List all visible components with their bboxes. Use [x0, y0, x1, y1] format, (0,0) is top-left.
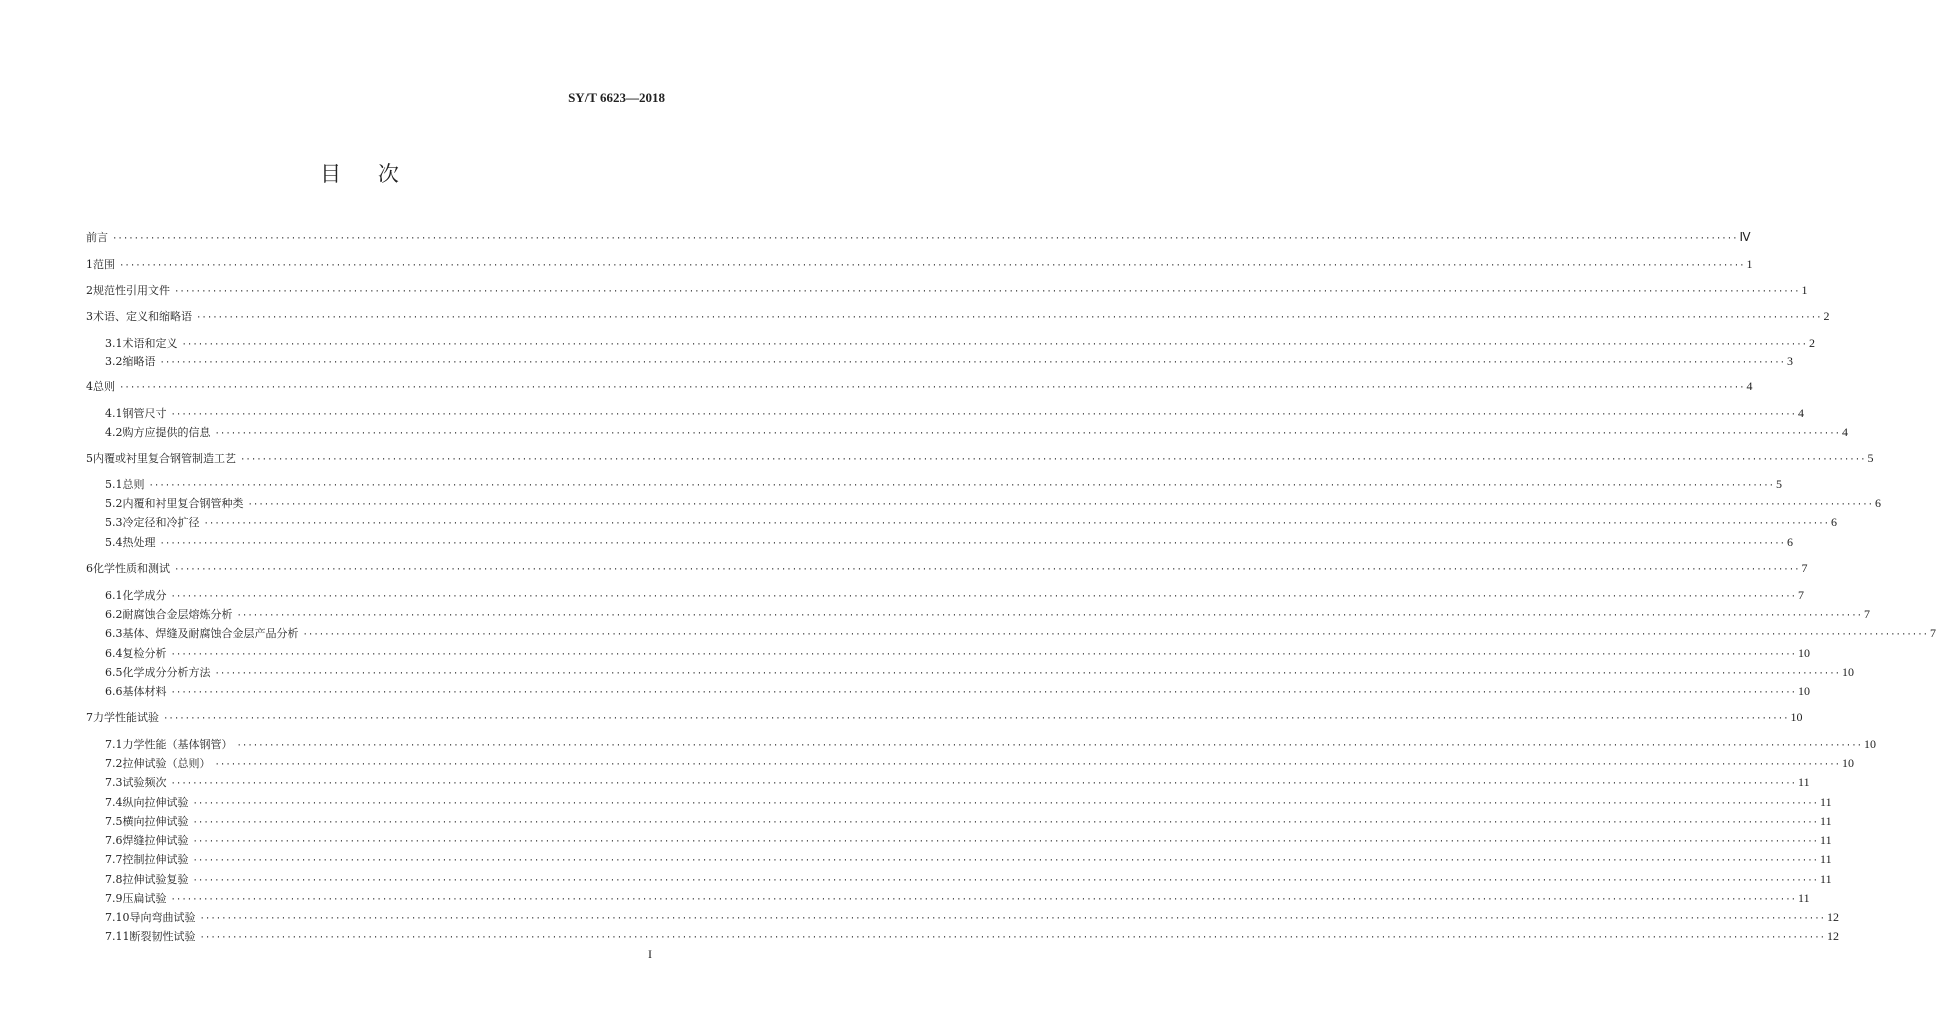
toc-entry[interactable] [86, 228, 1751, 246]
dot-leader: ············································································································································································································································································································ [174, 287, 1800, 297]
toc-entry[interactable] [105, 533, 1794, 551]
toc-entry-label: 导向弯曲试验 [129, 911, 196, 924]
dot-leader: ············································································································································································································································································································ [192, 799, 1819, 809]
toc-entry-label: 规范性引用文件 [93, 284, 170, 297]
toc-entry-number: 6.6 [105, 685, 123, 698]
toc-entry-page: 11 [1820, 852, 1832, 866]
toc-entry[interactable] [86, 708, 1803, 726]
toc-entry-page: Ⅳ [1739, 230, 1751, 244]
dot-leader: ············································································································································································································································································································ [170, 895, 1797, 905]
dot-leader: ············································································································································································································································································································ [214, 760, 1841, 770]
toc-entry-number: 7.4 [105, 796, 123, 809]
toc-entry-label: 术语、定义和缩略语 [93, 310, 192, 323]
toc-entry-page: 12 [1827, 910, 1840, 924]
standard-code: SY/T 6623—2018 [568, 90, 665, 105]
toc-entry-label: 缩略语 [122, 355, 156, 368]
toc-entry[interactable] [105, 624, 1936, 642]
toc-entry-number: 7.5 [105, 815, 123, 828]
dot-leader: ············································································································································································································································································································ [159, 539, 1786, 549]
toc-entry[interactable] [105, 773, 1810, 791]
toc-entry-label: 复检分析 [122, 647, 167, 660]
dot-leader: ············································································································································································································································································································ [203, 519, 1830, 529]
toc-entry-number: 7 [86, 711, 93, 724]
toc-entry-number: 6.4 [105, 647, 123, 660]
toc-entry-page: 11 [1820, 795, 1832, 809]
dot-leader: ············································································································································································································································································································ [199, 914, 1826, 924]
toc-entry-number: 5.1 [105, 478, 123, 491]
toc-entry[interactable] [105, 586, 1805, 604]
toc-entry-label: 基体材料 [122, 685, 167, 698]
dot-leader: ············································································································································································································································································································ [199, 933, 1826, 943]
toc-entry-page: 4 [1746, 379, 1753, 393]
toc-entry-page: 11 [1820, 814, 1832, 828]
toc-entry-page: 10 [1842, 665, 1855, 679]
toc-entry-label: 横向拉伸试验 [122, 815, 189, 828]
toc-entry-page: 6 [1787, 535, 1794, 549]
toc-entry-number: 5.2 [105, 497, 123, 510]
toc-entry[interactable] [105, 475, 1783, 493]
toc-entry[interactable] [105, 793, 1832, 811]
toc-entry-page: 11 [1820, 872, 1832, 886]
toc-entry[interactable] [105, 927, 1840, 945]
toc-entry-label: 基体、焊缝及耐腐蚀合金层产品分析 [122, 627, 299, 640]
toc-entry-number: 6.1 [105, 589, 123, 602]
toc-entry-number: 5 [86, 452, 93, 465]
toc-entry-number: 7.11 [105, 930, 130, 943]
toc-entry-number: 7.9 [105, 892, 123, 905]
toc-entry-label: 力学性能（基体钢管） [122, 738, 233, 751]
toc-entry-page: 1 [1746, 257, 1753, 271]
page-number: I [648, 947, 652, 961]
toc-entry-label: 压扁试验 [122, 892, 167, 905]
toc-entry-page: 7 [1798, 588, 1805, 602]
toc-entry-label: 总则 [93, 380, 115, 393]
toc-entry-label: 钢管尺寸 [122, 407, 167, 420]
toc-entry-page: 7 [1864, 607, 1871, 621]
dot-leader: ············································································································································································································································································································ [192, 876, 1819, 886]
toc-entry-number: 3.1 [105, 337, 123, 350]
toc-entry-label: 拉伸试验复验 [122, 873, 189, 886]
toc-entry-number: 6.2 [105, 608, 123, 621]
toc-entry[interactable] [105, 494, 1882, 512]
dot-leader: ············································································································································································································································································································ [236, 611, 1863, 621]
toc-entry-page: 4 [1842, 425, 1849, 439]
toc-entry-label: 控制拉伸试验 [122, 853, 189, 866]
toc-entry-page: 5 [1867, 451, 1874, 465]
dot-leader: ············································································································································································································································································································ [181, 340, 1808, 350]
dot-leader: ············································································································································································································································································································ [119, 261, 1745, 271]
toc-entry-number: 4.2 [105, 426, 123, 439]
toc-entry-label: 冷定径和冷扩径 [122, 516, 200, 529]
toc-entry-page: 2 [1809, 336, 1816, 350]
dot-leader: ············································································································································································································································································································ [196, 313, 1822, 323]
dot-leader: ············································································································································································································································································································ [170, 688, 1797, 698]
toc-entry[interactable] [105, 754, 1855, 772]
toc-entry-page: 10 [1842, 756, 1855, 770]
toc-entry-page: 11 [1820, 833, 1832, 847]
dot-leader: ············································································································································································································································································································ [247, 500, 1874, 510]
dot-leader: ············································································································································································································································································································ [170, 592, 1797, 602]
toc-entry-page: 7 [1801, 561, 1808, 575]
toc-entry-page: 10 [1790, 710, 1803, 724]
toc-entry-label: 范围 [93, 258, 115, 271]
toc-entry[interactable] [86, 377, 1753, 395]
dot-leader: ············································································································································································································································································································ [302, 630, 1929, 640]
toc-entry-page: 6 [1875, 496, 1882, 510]
toc-entry[interactable] [105, 735, 1877, 753]
toc-entry[interactable] [105, 663, 1855, 681]
toc-entry[interactable] [105, 513, 1838, 531]
dot-leader: ············································································································································································································································································································ [119, 383, 1745, 393]
dot-leader: ············································································································································································································································································································ [159, 358, 1786, 368]
toc-entry[interactable] [105, 423, 1849, 441]
toc-entry-page: 6 [1831, 515, 1838, 529]
toc-entry-label: 力学性能试验 [93, 711, 159, 724]
dot-leader: ············································································································································································································································································································ [148, 481, 1775, 491]
dot-leader: ············································································································································································································································································································ [192, 818, 1819, 828]
dot-leader: ············································································································································································································································································································ [170, 650, 1797, 660]
dot-leader: ············································································································································································································································································································ [170, 410, 1797, 420]
toc-entry-number: 7.1 [105, 738, 123, 751]
toc-entry-label: 断裂韧性试验 [129, 930, 196, 943]
toc-entry-page: 10 [1798, 646, 1811, 660]
toc-entry-label: 购方应提供的信息 [122, 426, 211, 439]
toc-entry[interactable] [105, 812, 1832, 830]
toc-entry-number: 1 [86, 258, 93, 271]
toc-entry-number: 7.8 [105, 873, 123, 886]
toc-entry-number: 4.1 [105, 407, 123, 420]
toc-entry-number: 6 [86, 562, 93, 575]
toc-entry[interactable] [105, 404, 1805, 422]
toc-entry-label: 内覆或衬里复合钢管制造工艺 [93, 452, 236, 465]
toc-entry[interactable] [105, 870, 1832, 888]
toc-entry-number: 5.4 [105, 536, 123, 549]
toc-entry-page: 11 [1798, 775, 1810, 789]
toc-entry-label: 热处理 [122, 536, 156, 549]
toc-entry[interactable] [105, 644, 1811, 662]
toc-entry-number: 6.3 [105, 627, 123, 640]
dot-leader: ············································································································································································································································································································ [163, 714, 1789, 724]
toc-entry-page: 1 [1801, 283, 1808, 297]
toc-entry-page: 3 [1787, 354, 1794, 368]
toc-entry[interactable] [86, 255, 1753, 273]
dot-leader: ············································································································································································································································································································ [240, 455, 1866, 465]
toc-entry-number: 7.2 [105, 757, 123, 770]
toc-entry-page: 2 [1823, 309, 1830, 323]
toc-entry-number: 4 [86, 380, 93, 393]
toc-entry-label: 总则 [122, 478, 145, 491]
toc-entry-label: 内覆和衬里复合钢管种类 [122, 497, 244, 510]
toc-entry-page: 10 [1864, 737, 1877, 751]
toc-entry-number: 7.7 [105, 853, 123, 866]
toc-entry[interactable] [86, 281, 1808, 299]
toc-entry-label: 焊缝拉伸试验 [122, 834, 189, 847]
toc-entry-number: 7.10 [105, 911, 130, 924]
dot-leader: ············································································································································································································································································································ [214, 429, 1841, 439]
dot-leader: ············································································································································································································································································································ [192, 837, 1819, 847]
toc-entry-number: 7.3 [105, 776, 123, 789]
toc-entry-number: 5.3 [105, 516, 123, 529]
page-title: 目 次 [320, 162, 400, 186]
dot-leader: ············································································································································································································································································································ [112, 234, 1738, 244]
toc-entry-label: 纵向拉伸试验 [122, 796, 189, 809]
dot-leader: ············································································································································································································································································································ [192, 856, 1819, 866]
toc-entry-page: 5 [1776, 477, 1783, 491]
toc-entry-number: 3 [86, 310, 93, 323]
dot-leader: ············································································································································································································································································································ [236, 741, 1863, 751]
toc-entry[interactable] [105, 889, 1810, 907]
toc-entry[interactable] [105, 831, 1832, 849]
toc-entry-label: 化学成分 [122, 589, 167, 602]
toc-entry-label: 拉伸试验（总则） [122, 757, 211, 770]
toc-entry-label: 术语和定义 [122, 337, 178, 350]
toc-entry-number: 6.5 [105, 666, 123, 679]
toc-entry[interactable] [105, 334, 1816, 352]
toc-entry[interactable] [105, 352, 1794, 370]
toc-entry[interactable] [86, 559, 1808, 577]
toc-entry[interactable] [105, 682, 1811, 700]
toc-entry-page: 12 [1827, 929, 1840, 943]
toc-entry-label: 前言 [86, 231, 108, 244]
toc-entry-page: 4 [1798, 406, 1805, 420]
toc-entry-page: 10 [1798, 684, 1811, 698]
toc-entry-label: 耐腐蚀合金层熔炼分析 [122, 608, 233, 621]
toc-entry[interactable] [105, 850, 1832, 868]
toc-entry-label: 试验频次 [122, 776, 167, 789]
toc-entry[interactable] [105, 605, 1871, 623]
dot-leader: ············································································································································································································································································································ [170, 779, 1797, 789]
dot-leader: ············································································································································································································································································································ [214, 669, 1841, 679]
toc-entry-label: 化学性质和测试 [93, 562, 170, 575]
dot-leader: ············································································································································································································································································································ [174, 565, 1800, 575]
toc-entry[interactable] [105, 908, 1840, 926]
toc-entry-number: 2 [86, 284, 93, 297]
toc-entry-page: 7 [1930, 626, 1936, 640]
toc-entry-label: 化学成分分析方法 [122, 666, 211, 679]
toc-entry[interactable] [86, 307, 1830, 325]
toc-entry[interactable] [86, 449, 1874, 467]
toc-entry-page: 11 [1798, 891, 1810, 905]
toc-entry-number: 3.2 [105, 355, 123, 368]
toc-entry-number: 7.6 [105, 834, 123, 847]
